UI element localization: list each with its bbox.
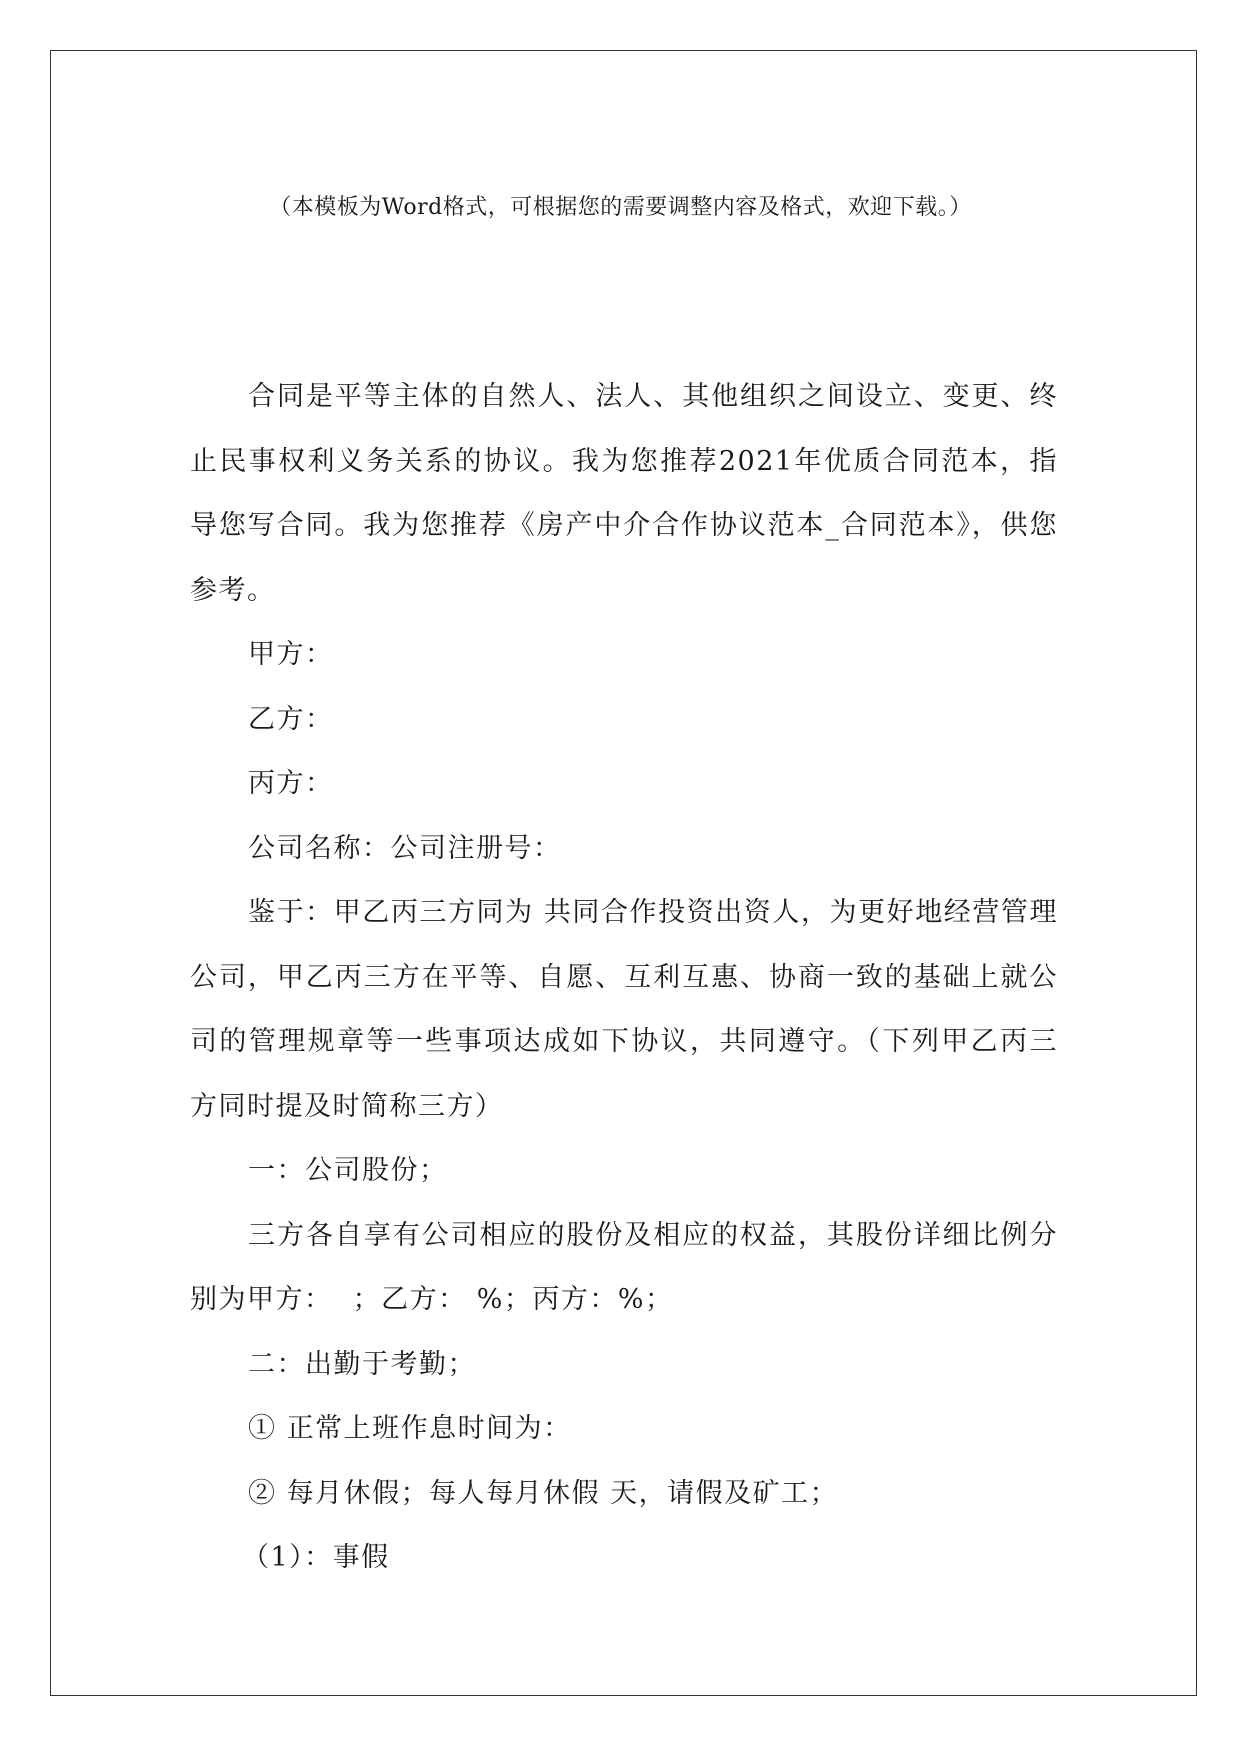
party-a-line: 甲方： (248, 639, 334, 670)
party-b-line: 乙方： (248, 703, 334, 735)
personal-leave-item: （1）：事假 (242, 1542, 390, 1573)
contract-body (190, 365, 1058, 1591)
work-hours-item: ① 正常上班作息时间为： (248, 1413, 572, 1444)
template-note: （本模板为Word格式，可根据您的需要调整内容及格式，欢迎下载。） (269, 195, 972, 220)
section-2-heading: 二：出勤于考勤； (248, 1348, 476, 1380)
whereas-paragraph: 鉴于：甲乙丙三方同为 共同合作投资出资人，为更好地经营管理公司，甲乙丙三方在平等、自愿、互利互惠、协商一致的基础上就公司的管理规章等一些事项达成如下协议，共同遵守。（下列甲乙丙三方同时提及时简称三方） (190, 897, 1058, 1122)
party-c-line: 丙方： (248, 768, 334, 799)
intro-paragraph: 合同是平等主体的自然人、法人、其他组织之间设立、变更、终止民事权利义务关系的协议。我为您推荐2021年优质合同范本，指导您写合同。我为您推荐《房产中介合作协议范本_合同范本》，供您参考。 (190, 381, 1058, 606)
shares-paragraph: 三方各自享有公司相应的股份及相应的权益，其股份详细比例分别为甲方： ；乙方： %；丙方：%； (190, 1219, 1058, 1315)
monthly-leave-item: ② 每月休假；每人每月休假 天，请假及矿工； (248, 1477, 839, 1509)
section-1-heading: 一：公司股份； (248, 1155, 448, 1186)
company-info-line: 公司名称：公司注册号： (248, 832, 562, 864)
